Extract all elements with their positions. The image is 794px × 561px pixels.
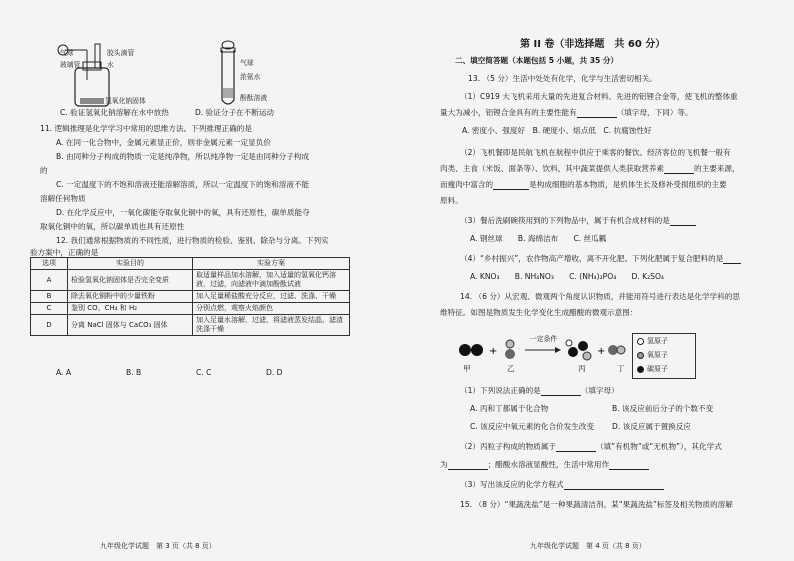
cell-option: A (31, 270, 68, 291)
q14-opt-b: B. 该反应前后分子的个数不变 (612, 404, 714, 413)
q14-1: （1）下列说法正确的是 （填字母） (460, 386, 619, 395)
right-footer: 九年级化学试题 第 4 页（共 8 页） (530, 542, 646, 550)
atom-legend (632, 333, 696, 379)
q13-1a: （1）C919 大飞机采用大量的先进复合材料、先进的铝锂合金等，使飞机的整体重 (460, 92, 738, 101)
fig-label: 酚酞溶液 (240, 94, 268, 102)
svg-text:+: + (597, 346, 606, 357)
answer-blank[interactable] (448, 461, 488, 470)
fig-label: 气球 (240, 59, 254, 67)
answer-blank[interactable] (670, 217, 696, 226)
q13-2f: 原料。 (440, 196, 463, 205)
q13-3-options: A. 钢丝球 B. 海绵洁布 C. 丝瓜瓤 (470, 234, 607, 243)
q13-2d: 而瘦肉中富含的 是构成细胞的基本物质，是机体生长及修补受损组织的主要 (440, 180, 727, 189)
q11-c-cont: 溶解任何物质 (40, 194, 86, 203)
reaction-condition: 一定条件 (530, 335, 558, 343)
q11-b: B. 由同种分子构成的物质一定是纯净物，所以纯净物一定是由同种分子构成 (56, 152, 310, 161)
q11-d-cont: 取氧化铜中的氧，所以碳单质也具有还原性 (40, 222, 185, 231)
fig-label: 浓氨水 (240, 73, 261, 81)
answer-blank[interactable] (577, 109, 617, 118)
product-name: 丙 (578, 364, 586, 373)
q11-b-cont: 的 (40, 166, 48, 175)
svg-text:+: + (489, 346, 498, 357)
q11-d: D. 在化学反应中，一氧化碳能夺取氧化铜中的氧，具有还原性，碳单质能夺 (56, 208, 310, 217)
table-header (31, 258, 350, 270)
table-row (31, 315, 350, 336)
cell-plan: 分别点燃，观察火焰颜色 (193, 303, 350, 315)
legend-item: 碳原子 (633, 362, 695, 376)
header-option: 选项 (31, 258, 68, 270)
q14-opt-c: C. 该反应中氧元素的化合价发生改变 (470, 422, 595, 431)
q11-stem: 11. 逻辑推理是化学学习中常用的思维方法。下列推理正确的是 (40, 124, 252, 133)
q14-opt-a: A. 丙和丁都属于化合物 (470, 404, 549, 413)
q11-a: A. 在同一化合物中，金属元素显正价，则非金属元素一定显负价 (56, 138, 271, 147)
option-c-label: C. 验证氢氧化钠溶解在水中放热 (60, 108, 169, 117)
cell-plan: 加入足量稀盐酸充分反应，过滤、洗涤、干燥 (193, 291, 350, 303)
q13-4-options: A. KNO₃ B. NH₄NO₃ C. (NH₄)₂PO₄ D. K₂SO₄ (470, 272, 664, 281)
q13-4a: （4）“乡村振兴”，农作物高产增收，离不开化肥。下列化肥属于复合肥料的是 (460, 254, 741, 264)
option-d-label: D. 验证分子在不断运动 (195, 108, 275, 117)
hydrogen-atom-icon (637, 338, 644, 345)
table-row (31, 303, 350, 315)
q12-stem: 12. 我们通常根据物质的不同性质，进行物质的检验、鉴别、除杂与分离。下列实 (56, 236, 329, 245)
q14-stem-cont: 维特征。如图是物质发生化学变化生成醋酸的微观示意图： (440, 308, 638, 317)
reactant-name: 甲 (463, 364, 471, 373)
product-name: 丁 (617, 364, 625, 373)
cell-purpose: 除去氧化铜粉中的少量铁粉 (68, 291, 193, 303)
answer-blank[interactable] (723, 255, 741, 264)
q14-3: （3）写出该反应的化学方程式 (460, 480, 664, 490)
legend-item: 氧原子 (633, 348, 695, 362)
q12-choice-c: C. C (196, 368, 212, 377)
answer-blank[interactable] (556, 443, 596, 452)
q13-stem: 13. （5 分）生活中处处有化学，化学与生活密切相关。 (468, 74, 657, 83)
q14-opt-d: D. 该反应属于置换反应 (612, 422, 692, 431)
q12-stem-cont: 验方案中，正确的是 (30, 248, 99, 257)
cell-option: D (31, 315, 68, 336)
cell-option: B (31, 291, 68, 303)
section-title: 二、填空简答题（本题包括 5 小题，共 35 分） (455, 56, 619, 65)
q14-2: （2）丙粒子构成的物质属于 （填“有机物”或“无机物”），其化学式 (460, 442, 722, 451)
experiment-table (30, 257, 350, 336)
q13-1-options: A. 密度小、强度好 B. 硬度小、熔点低 C. 抗腐蚀性好 (462, 126, 652, 135)
carbon-atom-icon (637, 366, 644, 373)
q14-2-cont: 为 ；醋酸水溶液显酸性，生活中常用作 (440, 460, 649, 470)
cell-plan: 取适量样品加水溶解，加入适量的氢氧化钙溶液，过滤，向滤液中滴加酚酞试液 (193, 270, 350, 291)
cell-purpose: 鉴别 CO、CH₄ 和 H₂ (68, 303, 193, 315)
answer-blank[interactable] (664, 165, 694, 174)
answer-blank[interactable] (541, 387, 581, 396)
fig-label: 胶头滴管 (107, 49, 135, 57)
q13-2a: （2）飞机餐即是民航飞机在航程中供应于乘客的餐饮。经济客位的飞机餐一般有 (460, 148, 731, 157)
cell-purpose: 检验氢氧化钠固体是否完全变质 (68, 270, 193, 291)
q13-1b: 量大为减小，铝锂合金具有的主要性能有 （填字母，下同）等。 (440, 108, 693, 117)
fig-label: 水 (107, 61, 114, 69)
header-plan: 实验方案 (193, 258, 350, 270)
q13-3a: （3）餐后洗刷碗筷用到的下列物品中，属于有机合成材料的是 (460, 216, 696, 226)
legend-item: 氢原子 (633, 334, 695, 348)
q14-stem: 14. （6 分）从宏观、微观两个角度认识物质，并能用符号进行表达是化学学科的思 (460, 292, 740, 301)
fig-label: 玻璃管 (60, 61, 81, 69)
table-row (31, 291, 350, 303)
q13-2b: 肉类、主食（米饭、面条等）、饮料，其中蔬菜提供人类获取营养素 的主要来源， (440, 164, 740, 173)
paper-title: 第 II 卷（非选择题 共 60 分） (520, 39, 666, 50)
header-purpose: 实验目的 (68, 258, 193, 270)
cell-purpose: 分离 NaCl 固体与 CaCO₃ 固体 (68, 315, 193, 336)
q11-c: C. 一定温度下的不饱和溶液还能溶解溶质，所以一定温度下的饱和溶液不能 (56, 180, 310, 189)
q12-choice-b: B. B (126, 368, 142, 377)
cell-plan: 加入足量水溶解，过滤，将滤液蒸发结晶，滤渣洗涤干燥 (193, 315, 350, 336)
q12-choice-d: D. D (266, 368, 283, 377)
fig-label: 氢氧化钠固体 (105, 97, 146, 105)
q12-choice-a: A. A (56, 368, 72, 377)
reactant-name: 乙 (507, 364, 515, 373)
cell-option: C (31, 303, 68, 315)
q15-stem: 15. （8 分）“果蔬洗盐”是一种果蔬清洁剂。某“果蔬洗盐”标签及相关物质的溶解 (460, 500, 733, 509)
oxygen-atom-icon (637, 352, 644, 359)
answer-blank[interactable] (493, 181, 529, 190)
table-row (31, 270, 350, 291)
left-footer: 九年级化学试题 第 3 页（共 8 页） (100, 542, 216, 550)
fig-label: 气球 (60, 49, 74, 57)
answer-blank[interactable] (564, 481, 664, 490)
answer-blank[interactable] (609, 461, 649, 470)
